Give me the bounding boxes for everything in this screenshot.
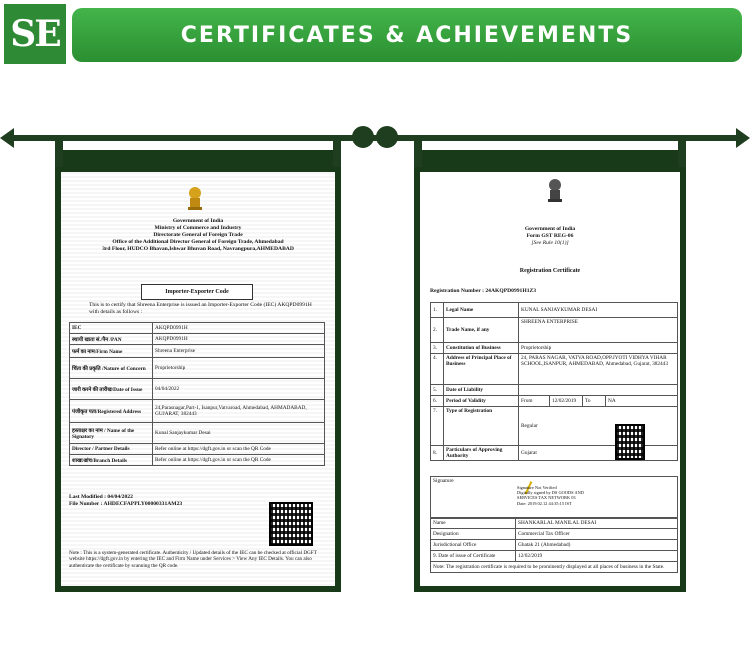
table-row xyxy=(70,423,325,444)
gst-label: Period of Validity xyxy=(444,396,519,407)
hanging-rod-right xyxy=(365,135,745,141)
gst-label: Type of Registration xyxy=(444,407,519,446)
iec-label: स्थायी खाता सं./पैन /PAN xyxy=(70,334,153,345)
gst-certificate-frame xyxy=(414,150,686,592)
gst-issuer-block xyxy=(420,226,680,247)
gst-to-label: To xyxy=(583,396,606,407)
iec-issuer-line: Ministry of Commerce and Industry xyxy=(154,225,242,231)
gst-label: Trade Name, if any xyxy=(444,318,519,343)
gst-label: Date of Liability xyxy=(444,385,519,396)
gst-value: 24, PARAS NAGAR, VATVA ROAD,OPP.JYOTI VIDHYA VIHAR SCHOOL,ISANPUR, AHMEDABAD, Ahmedabad, Gujarat, 382443 xyxy=(519,354,678,385)
iec-value: 04/04/2022 xyxy=(153,379,325,400)
iec-issuer-line: 3rd Floor, HUDCO Bhavan,Ishwar Bhuvan Road, Navrangpura,AHMEDABAD xyxy=(102,246,294,252)
iec-certificate xyxy=(61,172,335,586)
gst-from-label: From xyxy=(519,396,550,407)
table-row xyxy=(431,551,678,562)
gst-to-date: NA xyxy=(606,396,678,407)
iec-label: IEC xyxy=(70,323,153,334)
gst-signature-box xyxy=(430,476,678,519)
gst-certificate xyxy=(420,172,680,586)
section-title: CERTIFICATES & ACHIEVEMENTS xyxy=(180,22,634,48)
gst-label: Legal Name xyxy=(444,303,519,318)
table-row xyxy=(431,343,678,354)
table-row xyxy=(70,345,325,358)
brand-logo xyxy=(4,4,66,64)
table-row xyxy=(70,323,325,334)
gst-value xyxy=(519,385,678,396)
iec-label: जारी करने की तारीख/Date of Issue xyxy=(70,379,153,400)
iec-label: पंजीकृत पता/Registered Address xyxy=(70,400,153,423)
row-number: 3. xyxy=(431,343,444,354)
gst-label: 9. Date of issue of Certificate xyxy=(431,551,516,562)
gst-value: Commercial Tax Officer xyxy=(516,529,678,540)
stamp-line: Date: 2019.02.12 44:35:15 IST xyxy=(517,500,572,506)
national-emblem-icon xyxy=(186,186,204,212)
iec-title: Importer-Exporter Code xyxy=(141,284,253,300)
iec-value: AKQPD0991H xyxy=(153,334,325,345)
iec-value: Shreena Enterprise xyxy=(153,345,325,358)
row-number: 5. xyxy=(431,385,444,396)
gst-value: Proprietorship xyxy=(519,343,678,354)
frame-post xyxy=(678,141,686,167)
iec-file-number: File Number : AHDECFAPPLY00000331AM23 xyxy=(69,501,183,507)
iec-label: फर्म का नाम/Firm Name xyxy=(70,345,153,358)
iec-label: Director / Partner Details xyxy=(70,444,153,455)
table-row xyxy=(70,444,325,455)
frame-post xyxy=(333,141,341,167)
gst-rule: [See Rule 10(1)] xyxy=(531,240,569,246)
iec-last-modified: Last Modified : 04/04/2022 xyxy=(69,494,133,500)
gst-from-date: 12/02/2019 xyxy=(550,396,583,407)
gst-value: Regular xyxy=(519,407,678,446)
frame-post xyxy=(414,141,422,167)
table-row xyxy=(431,318,678,343)
iec-label: शाखा/ब्रांच/Branch Details xyxy=(70,455,153,466)
national-emblem-icon xyxy=(546,178,564,204)
brand-logo-text: SE xyxy=(10,13,60,55)
row-number: 4. xyxy=(431,354,444,385)
iec-issuer-line: Directorate General of Foreign Trade xyxy=(153,232,243,238)
table-row xyxy=(431,354,678,385)
row-number: 8. xyxy=(431,446,444,461)
gst-value: Ghatak 21 (Ahmedabad) xyxy=(516,540,678,551)
iec-issuer-block xyxy=(61,218,335,253)
row-number: 2. xyxy=(431,318,444,343)
gst-issuer-line: Government of India xyxy=(524,226,576,232)
table-row xyxy=(70,358,325,379)
gst-value: SHREENA ENTERPRISE xyxy=(519,318,678,343)
iec-intro: This is to certify that Shreena Enterprise is issued an Importer-Exporter Code (IEC) AKQPD0991H with details as follows : xyxy=(89,302,312,315)
gst-officer-table xyxy=(430,517,678,573)
gst-note: Note: The registration certificate is required to be prominently displayed at all places of business in the State. xyxy=(431,562,678,573)
table-row xyxy=(431,396,678,407)
table-row xyxy=(70,455,325,466)
hanging-rod-left xyxy=(6,135,386,141)
iec-details-table xyxy=(69,322,325,466)
iec-label: हस्ताक्षर का नाम / Name of the Signatory xyxy=(70,423,153,444)
table-row xyxy=(70,400,325,423)
iec-value: AKQPD0991H xyxy=(153,323,325,334)
row-number: 7. xyxy=(431,407,444,446)
gst-value: Gujarat xyxy=(519,446,678,461)
row-number: 1. xyxy=(431,303,444,318)
iec-issuer-line: Office of the Additional Director General of Foreign Trade, Ahmedabad xyxy=(112,239,284,245)
table-row xyxy=(431,303,678,318)
gst-label: Designation xyxy=(431,529,516,540)
gst-registration-number: Registration Number : 24AKQPD0991H1Z3 xyxy=(430,288,537,294)
iec-value: 24,Parasnagar,Part-1, Isanpur,Vatvaroad, Ahmedabad, AHMADABAD, GUJARAT, 382443 xyxy=(153,400,325,423)
gst-form-name: Form GST REG-06 xyxy=(526,233,574,239)
stamp-line: Signature Not Verified xyxy=(517,485,557,490)
iec-certificate-frame xyxy=(55,150,341,592)
stamp-line: SERVICES TAX NETWORK 03 xyxy=(517,495,576,501)
table-row xyxy=(431,540,678,551)
table-row xyxy=(70,334,325,345)
section-banner xyxy=(72,8,742,62)
gst-label: Address of Principal Place of Business xyxy=(444,354,519,385)
frame-post xyxy=(55,141,63,167)
iec-value: Proprietorship xyxy=(153,358,325,379)
qr-code-icon xyxy=(269,502,313,546)
row-number: 6. xyxy=(431,396,444,407)
gst-label: Name xyxy=(431,518,516,529)
iec-file-info xyxy=(69,494,182,508)
iec-issuer-line: Government of India xyxy=(172,218,224,224)
gst-signature-label: Signature xyxy=(433,478,454,484)
rod-tip-right-icon xyxy=(736,128,750,148)
table-row xyxy=(431,529,678,540)
table-row xyxy=(431,518,678,529)
table-row xyxy=(431,562,678,573)
stamp-line: Digitally signed by DS GOODS AND xyxy=(517,490,584,496)
table-row xyxy=(431,385,678,396)
iec-value: Refer online at https://dgft.gov.in or scan the QR Code xyxy=(153,455,325,466)
table-row xyxy=(70,379,325,400)
iec-label: चिंता की प्रकृति /Nature of Concern xyxy=(70,358,153,379)
gst-label: Constitution of Business xyxy=(444,343,519,354)
iec-value: Kunal Sanjaykumar Desai xyxy=(153,423,325,444)
gst-label: Jurisdictional Office xyxy=(431,540,516,551)
gst-value: SHANKARLAL MANILAL DESAI xyxy=(516,518,678,529)
gst-value: KUNAL SANJAYKUMAR DESAI xyxy=(519,303,678,318)
iec-note: Note : This is a system-generated certificate. Authenticity / Updated details of the IEC can be checked at official DGFT website https://dgft.gov.in by entering the IEC and Firm Name under Services > View Any IEC Details. You can also authenticate the certificate by scanning the QR code. xyxy=(69,550,317,569)
gst-signature-stamp xyxy=(517,485,584,506)
iec-value: Refer online at https://dgft.gov.in or scan the QR Code xyxy=(153,444,325,455)
gst-label: Particulars of Approving Authority xyxy=(444,446,519,461)
gst-title: Registration Certificate xyxy=(519,268,581,274)
gst-value: 12/02/2019 xyxy=(516,551,678,562)
qr-code-icon xyxy=(615,424,645,460)
